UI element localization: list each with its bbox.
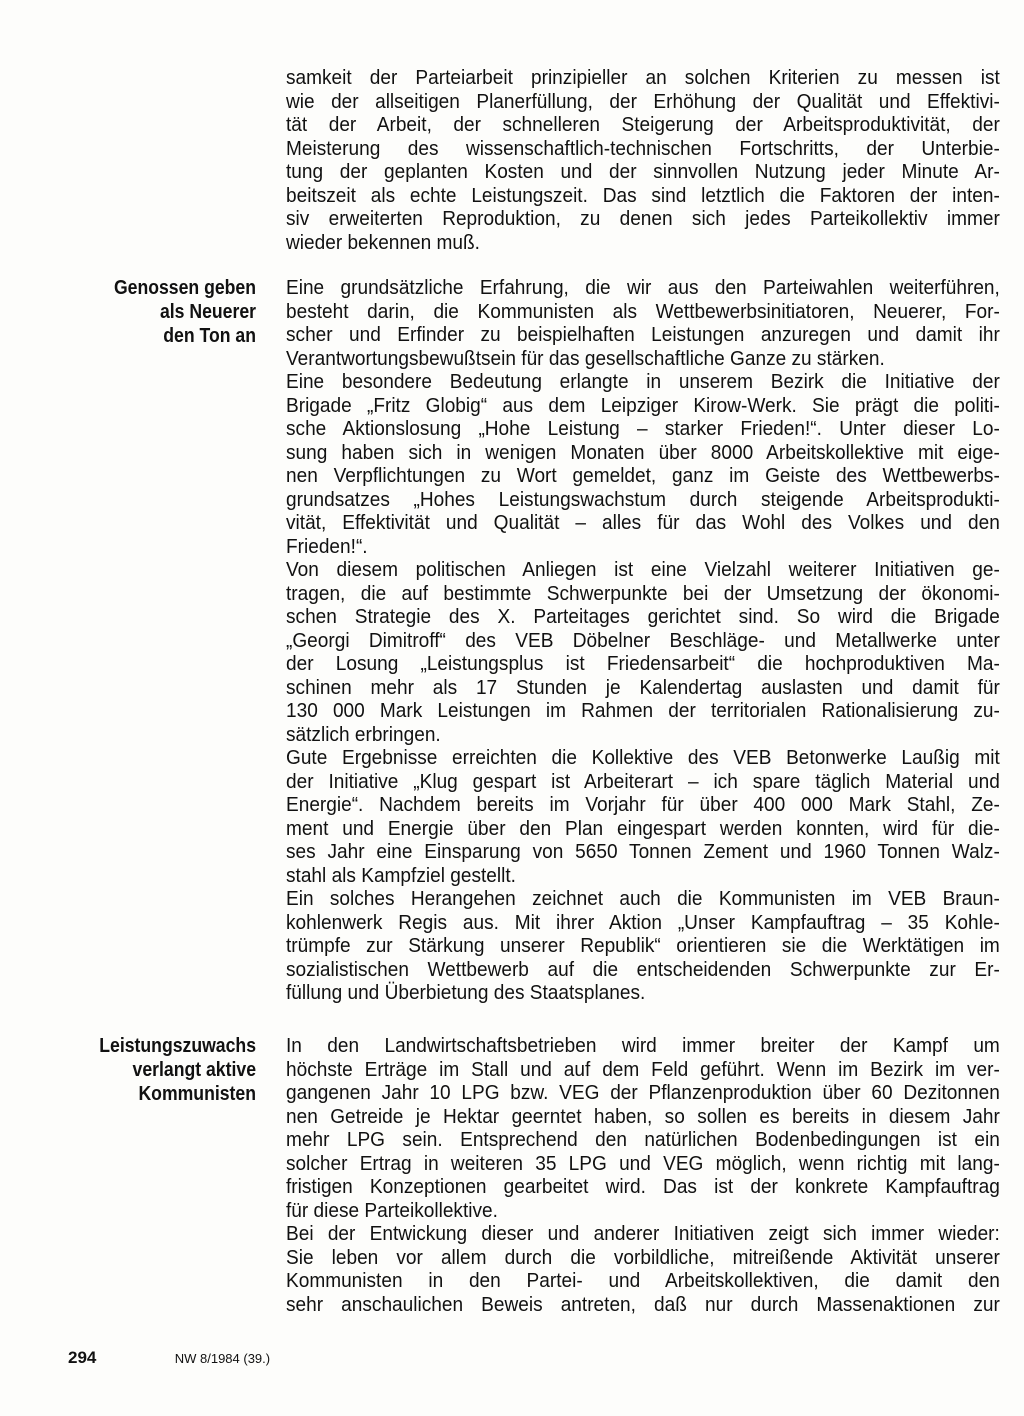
source-reference: NW 8/1984 (39.) [174, 1351, 271, 1366]
text-line: Frieden!“. [286, 534, 368, 558]
heading-line: verlangt aktive [132, 1058, 256, 1081]
heading-line: Kommunisten [138, 1082, 256, 1105]
page-footer [68, 1348, 270, 1368]
text-line: mehr LPG sein. Entsprechend den natürlichen Bodenbedingungen ist ein [286, 1128, 1000, 1151]
heading-line: als Neuerer [159, 300, 256, 323]
text-line: trümpfe zur Stärkung unserer Republik“ orientieren sie die Werktätigen im [286, 934, 1000, 957]
text-line: fristigen Konzeptionen gearbeitet wird. Das ist der konkrete Kampfauftrag [286, 1175, 1000, 1198]
text-line: scher und Erfinder zu beispielhaften Leistungen anzuregen und damit ihr [286, 323, 1000, 346]
text-line: schen Strategie des X. Parteitages gerichtet sind. So wird die Brigade [286, 605, 1000, 628]
section-body-genossen [286, 276, 1000, 1005]
text-line: Brigade „Fritz Globig“ aus dem Leipziger Kirow-Werk. Sie prägt die politi- [286, 393, 1000, 417]
text-line: füllung und Überbietung des Staatsplanes. [286, 981, 646, 1004]
text-line: kohlenwerk Regis aus. Mit ihrer Aktion „Unser Kampfauftrag – 35 Kohle- [286, 910, 1000, 934]
text-line: Gute Ergebnisse erreichten die Kollektive des VEB Betonwerke Laußig mit [286, 746, 1000, 769]
text-line: Meisterung des wissenschaftlich-technischen Fortschritts, der Unterbie- [286, 136, 1000, 160]
text-line: In den Landwirtschaftsbetrieben wird immer breiter der Kampf um [286, 1034, 1000, 1057]
text-line: grundsatzes „Hohes Leistungswachstum durch steigende Arbeitsprodukti- [286, 487, 1000, 511]
text-line: sung haben sich in wenigen Monaten über 8000 Arbeitskollektive mit eige- [286, 440, 1000, 464]
text-line: samkeit der Parteiarbeit prinzipieller an solchen Kriterien zu messen ist [286, 66, 1000, 89]
text-line: der Initiative „Klug gespart ist Arbeiterart – ich spare täglich Material und [286, 769, 1000, 793]
text-line: siv erweiterten Reproduktion, zu denen sich jedes Parteikollektiv immer [286, 207, 1000, 230]
text-line: Eine besondere Bedeutung erlangte in unserem Bezirk die Initiative der [286, 370, 1000, 393]
text-line: Eine grundsätzliche Erfahrung, die wir aus den Parteiwahlen weiterführen, [286, 276, 1000, 299]
text-line: Sie leben vor allem durch die vorbildliche, mitreißende Aktivität unserer [286, 1245, 1000, 1269]
text-line: Von diesem politischen Anliegen ist eine Vielzahl weiterer Initiativen ge- [286, 558, 1000, 581]
section-heading-genossen [87, 276, 256, 348]
text-line: Bei der Entwickung dieser und anderer Initiativen zeigt sich immer wieder: [286, 1222, 1000, 1245]
text-line: sozialistischen Wettbewerb auf die entscheidenden Schwerpunkte zur Er- [286, 957, 1000, 981]
text-line: nen Verpflichtungen zu Wort gemeldet, ganz im Geiste des Wettbewerbs- [286, 464, 1000, 487]
text-line: schinen mehr als 17 Stunden je Kalendertag auslasten und damit für [286, 675, 1000, 699]
heading-line: den Ton an [163, 324, 256, 347]
section-body-leistungszuwachs [286, 1034, 1000, 1316]
text-line: tung der geplanten Kosten und der sinnvollen Nutzung jeder Minute Ar- [286, 160, 1000, 183]
text-line: Ein solches Herangehen zeichnet auch die Kommunisten im VEB Braun- [286, 887, 1000, 910]
text-line: Energie“. Nachdem bereits im Vorjahr für über 400 000 Mark Stahl, Ze- [286, 793, 1000, 816]
intro-paragraph [286, 66, 1000, 254]
text-line: Verantwortungsbewußtsein für das gesellschaftliche Ganze zu stärken. [286, 346, 885, 370]
text-line: 130 000 Mark Leistungen im Rahmen der territorialen Rationalisierung zu- [286, 699, 1000, 722]
page-number: 294 [68, 1348, 97, 1367]
text-line: höchste Erträge im Stall und auf dem Feld geführt. Wenn im Bezirk im ver- [286, 1057, 1000, 1081]
text-line: sehr anschaulichen Beweis antreten, daß nur durch Massenaktionen zur [286, 1292, 1000, 1316]
text-line: solcher Ertrag in weiteren 35 LPG und VEG möglich, wenn richtig mit lang- [286, 1151, 1000, 1175]
text-line: vität, Effektivität und Qualität – alles für das Wohl des Volkes und den [286, 511, 1000, 534]
heading-line: Leistungszuwachs [99, 1034, 257, 1057]
section-heading-leistungszuwachs [87, 1034, 256, 1106]
heading-line: Genossen geben [113, 276, 256, 299]
text-line: ment und Energie über den Plan eingespart werden konnten, wird für die- [286, 816, 1000, 840]
text-line: Kommunisten in den Partei- und Arbeitskollektiven, die damit den [286, 1269, 1000, 1292]
text-line: tät der Arbeit, der schnelleren Steigerung der Arbeitsproduktivität, der [286, 113, 1000, 136]
text-line: tragen, die auf bestimmte Schwerpunkte bei der Umsetzung der ökonomi- [286, 581, 1000, 605]
text-line: sätzlich erbringen. [286, 722, 441, 746]
text-line: wie der allseitigen Planerfüllung, der Erhöhung der Qualität und Effektivi- [286, 89, 1000, 113]
text-line: „Georgi Dimitroff“ des VEB Döbelner Beschläge- und Metallwerke unter [286, 628, 1000, 652]
text-line: besteht darin, die Kommunisten als Wettbewerbsinitiatoren, Neuerer, For- [286, 299, 1000, 323]
text-line: der Losung „Leistungsplus ist Friedensarbeit“ die hochproduktiven Ma- [286, 652, 1000, 675]
text-line: für diese Parteikollektive. [286, 1198, 498, 1222]
text-line: stahl als Kampfziel gestellt. [286, 863, 516, 887]
text-line: beitszeit als echte Leistungszeit. Das sind letztlich die Faktoren der inten- [286, 183, 1000, 207]
text-line: ses Jahr eine Einsparung von 5650 Tonnen Zement und 1960 Tonnen Walz- [286, 840, 1000, 863]
text-line: nen Getreide je Hektar geerntet haben, so sollen es bereits in diesem Jahr [286, 1104, 1000, 1128]
text-line: gangenen Jahr 10 LPG bzw. VEG der Pflanzenproduktion über 60 Dezitonnen [286, 1081, 1000, 1104]
text-line: wieder bekennen muß. [286, 230, 480, 254]
text-line: sche Aktionslosung „Hohe Leistung – starker Frieden!“. Unter dieser Lo- [286, 417, 1000, 440]
